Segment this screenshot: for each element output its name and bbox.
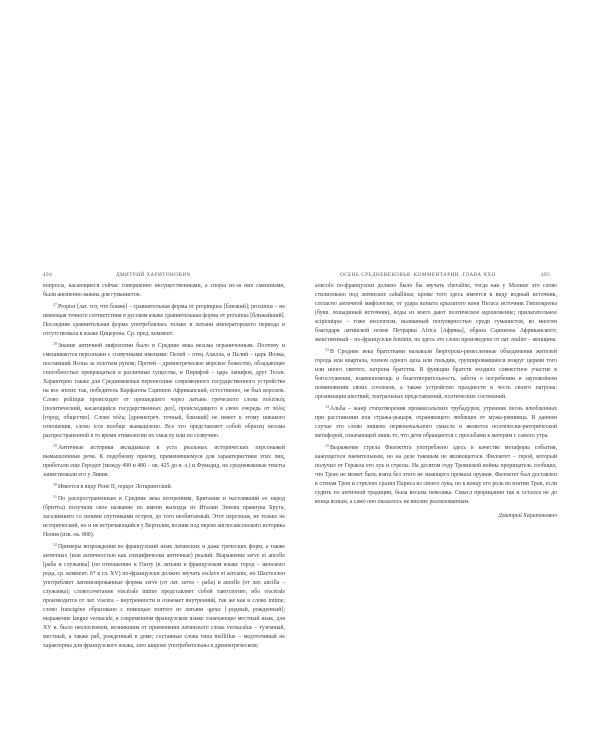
note-number: 33 [325, 347, 329, 352]
right-page-text [315, 282, 557, 507]
comment-note [43, 492, 285, 540]
left-page-column [43, 282, 285, 651]
paragraph-text: Знание античной мифологии было в Средние века весьма ограниченным. Поэтому и смешиваются персонажи с созвучными именами: Пелей – отец Ахилла, и Пелий – царь Иолка, пославший Ясона за золотым руном; Протей – древнегреческое морское божество, обладающее способностью превращаться в различные существа, и Пирифой – царь лапифов, друг Тесея. Характерно также для Средневековья перенесение современного государственного устройства на все эпохи: так, победитель Карфагена Сципион Африканский, естественно, не был королем. Слово politique происходит от прошедшего через латынь греческого слова πολιτικός [политический, касающийся государственных дел], происходящего в свою очередь от πόλις [город, общество]. Слово πόλις [древнегреч. точный, близкий] не имеет к этому никакого отношения, слово icos вообще вымышлено. Все это представляет собой образец весьма распространенной в то время этимологии по смыслу или по созвучию. [43, 343, 285, 439]
note-number: 29 [53, 443, 57, 448]
note-number: 34 [325, 404, 329, 409]
comment-note [315, 345, 557, 402]
left-running-title: ДМИТРИЙ ХАРИТОНОВИЧ [116, 272, 191, 278]
left-page-number: 494 [43, 272, 53, 278]
paragraph-text: вопросы, касающиеся сейчас совершенно несущественными, а споры из-за них смешными, были жизненно важны для гуманистов. [43, 283, 285, 298]
note-number: 27 [53, 302, 57, 307]
paragraph-text: Имеется в виду Рене II, герцог Лотарингский. [58, 484, 173, 490]
author-signature: Дмитрий Харитонович [498, 513, 557, 519]
note-number: 32 [53, 542, 57, 547]
left-page-text [43, 282, 285, 651]
comment-note [43, 480, 285, 492]
note-number: 28 [53, 341, 57, 346]
right-running-title: ОСЕНЬ СРЕДНЕВЕКОВЬЯ. КОММЕНТАРИИ. ГЛАВА XXII [340, 272, 496, 278]
page-header [0, 272, 600, 280]
comment-note [43, 540, 285, 651]
note-number: 35 [325, 443, 329, 448]
right-page-number: 495 [541, 272, 551, 278]
comment-note [315, 402, 557, 441]
paragraph-text: Propior [лат. тот, что ближе] – сравнительная форма от propinquus [близкий]; proximus – не имеющая точного соответствия в русском языке сравнительная форма от proximus [ближайший]. Последняя сравнительная форма употреблялась только в латыни императорского периода и отсутствовала в языке Цицерона. Ср. пред. коммент. [43, 304, 285, 337]
paragraph-text: Античные историки вкладывали в уста реальных исторических персонажей вымышленные речи. К подобному приему, применявшемуся для характеристики этих лиц, прибегали еще Геродот (между 490 и 480 – ок. 425 до н. э.) и Фукидид, но средневековые тексты заимствовали его у Ливия. [43, 445, 285, 478]
paragraph-text: Альба – жанр стихотворения провансальских трубадуров, утренняя песнь влюбленных при расставании или стража-рыцаря, охраняющего любящих от мужа-ревнивца. В данном случае это слово лишено первоначального смысла и является поэтически-риторической метафорой, означающей лишь то, что дети обращаются с просьбами к матерям с самого утра. [315, 406, 557, 439]
comment-note [43, 300, 285, 339]
comment-note [43, 339, 285, 441]
comment-note [315, 441, 557, 507]
paragraph-text: В Средние века братствами называли бюргерско-ремесленные объединения жителей города или квартала, членов одного цеха или гильдии, группировавшиеся вокруг церкви того или иного святого, патрона братства. В функции братств входило совместное участие в богослужении, взаимопомощь и благотворительность, забота о погребении и заупокойном поминовении своих сочленов, а также устройство празднеств в честь своего патрона: организация шествий, театральных представлений, поэтических состязаний. [315, 349, 557, 400]
continued-text [43, 282, 285, 300]
note-number: 31 [53, 494, 57, 499]
comment-note [43, 441, 285, 480]
paragraph-text: aonсоlо по-французски должно было бы звучать chevaline, тогда как у Молине это слово стилизовано под латинское caballinus; кроме того здесь имеется в виду водный источник, согласно античной мифологии, от удара копыта крылатого коня Пегаса источник Гиппокрены (букв. лошадиный источник), воды из коего дают поэтическое вдохновение; прилагательное scipionique – тоже неологизм, вызванный популярностью среди гуманистов, во многом благодаря латинской поэме Петрарки Africa [Африка], образа Сципиона Африканского; женственный – по-французски feminin, но здесь это слово произведено от лат. mulier – женщина. [315, 283, 557, 343]
paragraph-text: Выражение стрела Филоктета употреблено здесь в качестве метафоры события, кажущегося значительным, но на деле таковым не являющегося. Филоктет – герой, который получил от Геракла его лук и стрелы. На десятом году Троянской войны прорицатель сообщил, что Трою не может быть взята без этого не знающего промаха оружия. Филоктет был доставлен к стенам Трои и стрелою сразил Париса из своего лука, но к концу его роль во взятии Трои, если судить по античной традиции, была весьма невелика. Смысл прорицания так и остался не до конца ясным, а само оно оказалось не вполне реализованным. [315, 445, 557, 505]
paragraph-text: По распространенным в Средние века воззрениям, Британия и населявший ее народ (бритты) получили свое название по имени выходца из Италии Энеева правнука Брута, заселившего со своими спутниками остров, до того необитаемый. Этот персонаж, не только не исторический, но и не встречающийся у Вергилия, возник под пером англосаксонского историка Нения (изв. ок. 800). [43, 496, 285, 538]
right-page-column [315, 282, 557, 519]
continued-text [315, 282, 557, 345]
paragraph-text: Примеры возрождения во французский язык латинских и даже греческих форм, а также античных (или античностью как специфически античные) реалий. Выражение serve et ancelle [раба и служанка] (по отношению к Гонту (в латыни и французском языке город – женского рода, ср. коммент. 6* к гл. XV) по-французски должно звучать esclave et servante, но Шастеллен употребляет латинизированные формы serve (от лат. serva – раба) и ancelle (от лат. ancilla – служанка); словосочетание viscérale intime представляет собой тавтологию, ибо viscérale производится от лат. viscera – внутренности и означает внутренний, так же как и слово intime; слово francigène образовано с помощью взятого из латыни -gena: [-родный, рожденный]; выражение langue vernacule, в современном французском языке означающее местный язык, для XV в. было неологизмом, возникшим от применения латинского слова vernaculus – туземный, местный, а также раб, рожденный в доме; составные слова типа mellifluе – медоточивый не характерны для французского языка, зато широко употребительны в древнегреческом; [43, 544, 285, 649]
note-number: 30 [53, 482, 57, 487]
